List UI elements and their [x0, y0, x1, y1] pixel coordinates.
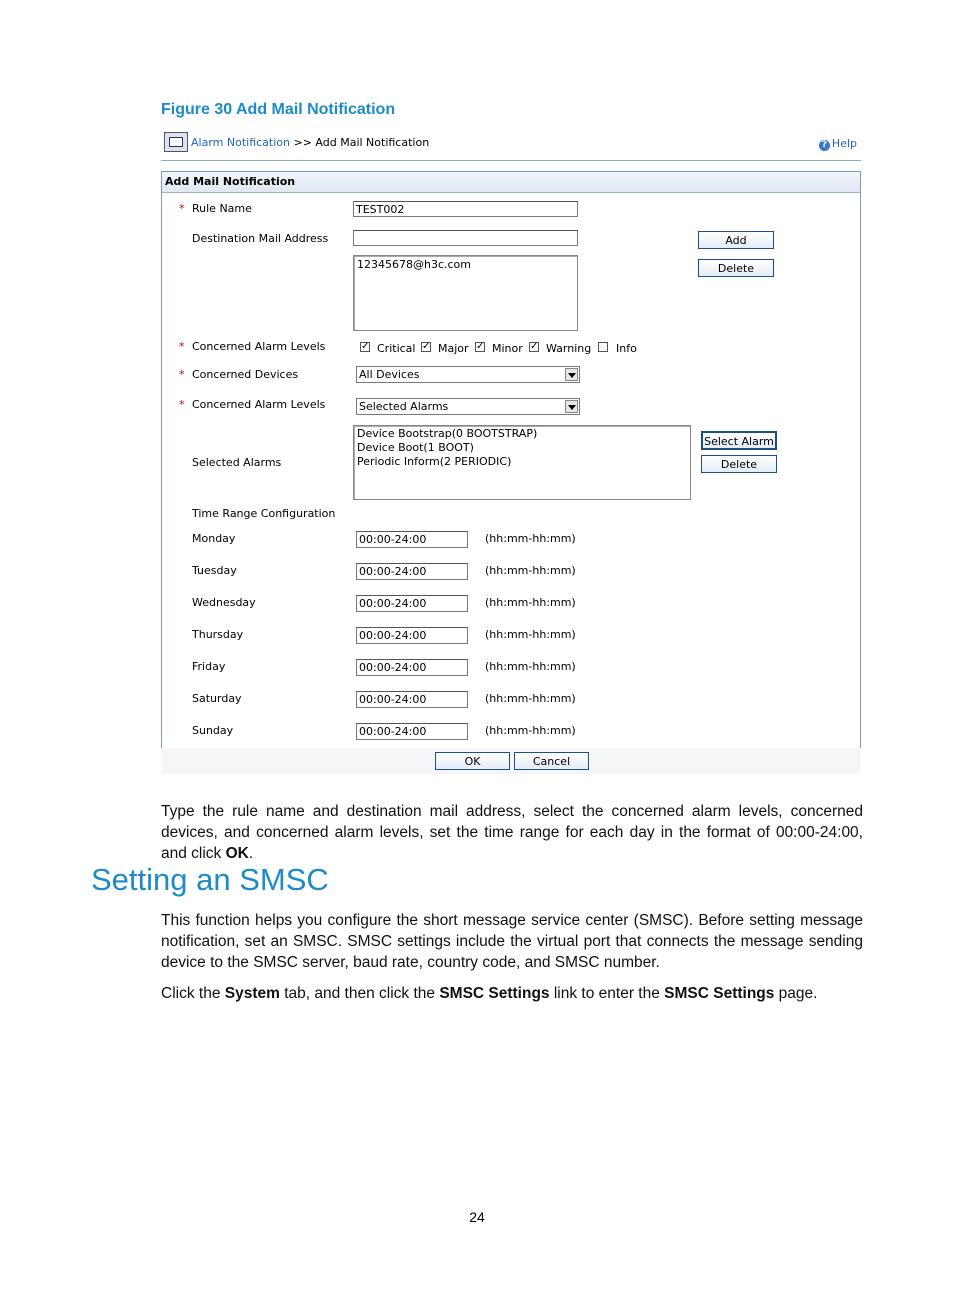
screenshot-panel: [161, 126, 861, 776]
breadcrumb-link-alarm-notification[interactable]: Alarm Notification: [191, 136, 290, 149]
concerned-devices-label: Concerned Devices: [192, 368, 299, 381]
mail-address-list[interactable]: [353, 255, 578, 331]
required-mark: *: [179, 368, 185, 381]
day-label-saturday: Saturday: [192, 692, 242, 705]
required-mark: *: [179, 398, 185, 411]
breadcrumb: [191, 136, 429, 149]
selected-alarms-label: Selected Alarms: [192, 456, 282, 469]
alarm-item[interactable]: Device Boot(1 BOOT): [357, 441, 474, 454]
nav-text-1: Click the: [161, 985, 225, 1002]
time-format-hint: (hh:mm-hh:mm): [485, 564, 576, 577]
checkbox-warning-label: Warning: [546, 342, 592, 355]
time-format-hint: (hh:mm-hh:mm): [485, 724, 576, 737]
time-input-sunday[interactable]: 00:00-24:00: [356, 723, 468, 740]
checkbox-critical[interactable]: ✓: [361, 341, 370, 352]
breadcrumb-current: Add Mail Notification: [315, 136, 430, 149]
time-format-hint: (hh:mm-hh:mm): [485, 596, 576, 609]
time-format-hint: (hh:mm-hh:mm): [485, 628, 576, 641]
delete-alarm-button[interactable]: Delete: [701, 455, 777, 473]
concerned-alarm-levels-label: Concerned Alarm Levels: [192, 398, 326, 411]
breadcrumb-bar: [161, 126, 861, 161]
figure-caption: Figure 30 Add Mail Notification: [161, 101, 396, 118]
checkbox-major[interactable]: ✓: [422, 341, 431, 352]
day-label-friday: Friday: [192, 660, 226, 673]
monitor-icon: [164, 132, 188, 152]
ok-button[interactable]: OK: [435, 752, 510, 770]
smsc-navigation-paragraph: [161, 983, 863, 1004]
time-input-monday[interactable]: 00:00-24:00: [356, 531, 468, 548]
checkbox-major-label: Major: [438, 342, 469, 355]
help-label: Help: [831, 137, 857, 150]
checkbox-minor[interactable]: ✓: [476, 341, 485, 352]
instruction-text: Type the rule name and destination mail address, select the concerned alarm levels, concerned devices, and concerned alarm levels, set the time range for each day in the format of 00:00-24:00, and click: [161, 803, 863, 862]
nav-text-2: tab, and then click the: [279, 985, 440, 1002]
time-input-wednesday[interactable]: 00:00-24:00: [356, 595, 468, 612]
page-number: 24: [469, 1209, 485, 1225]
form-title: Add Mail Notification: [162, 172, 860, 193]
cancel-button[interactable]: Cancel: [514, 752, 589, 770]
mail-address-item[interactable]: 12345678@h3c.com: [357, 258, 471, 271]
checkbox-info[interactable]: [598, 342, 608, 352]
concerned-alarm-levels-value: Selected Alarms: [359, 400, 449, 413]
checkbox-warning[interactable]: ✓: [530, 341, 539, 352]
nav-text-3: link to enter the: [549, 985, 665, 1002]
chevron-down-icon[interactable]: [565, 368, 578, 381]
checkbox-critical-label: Critical: [377, 342, 416, 355]
select-alarm-button[interactable]: Select Alarm: [701, 431, 777, 450]
concerned-devices-value: All Devices: [359, 368, 420, 381]
time-input-friday[interactable]: 00:00-24:00: [356, 659, 468, 676]
rule-name-input[interactable]: TEST002: [353, 201, 578, 217]
rule-name-label: Rule Name: [192, 202, 252, 215]
day-label-thursday: Thursday: [192, 628, 244, 641]
time-range-label: Time Range Configuration: [192, 507, 336, 520]
time-format-hint: (hh:mm-hh:mm): [485, 692, 576, 705]
required-mark: *: [179, 202, 185, 215]
nav-bold-smsc-settings-link: SMSC Settings: [439, 985, 550, 1002]
chevron-down-icon[interactable]: [565, 400, 578, 413]
time-input-thursday[interactable]: 00:00-24:00: [356, 627, 468, 644]
add-mail-notification-form: [161, 171, 861, 749]
add-mail-button[interactable]: Add: [698, 231, 774, 249]
selected-alarms-list[interactable]: [353, 425, 691, 500]
help-link[interactable]: [819, 137, 857, 151]
alarm-levels-label: Concerned Alarm Levels: [192, 340, 326, 353]
concerned-devices-select[interactable]: [356, 366, 580, 383]
form-actions: [161, 748, 861, 774]
alarm-item[interactable]: Periodic Inform(2 PERIODIC): [357, 455, 512, 468]
instruction-end: .: [248, 845, 254, 862]
section-heading: Setting an SMSC: [91, 862, 329, 897]
time-format-hint: (hh:mm-hh:mm): [485, 660, 576, 673]
time-format-hint: (hh:mm-hh:mm): [485, 532, 576, 545]
day-label-sunday: Sunday: [192, 724, 234, 737]
day-label-monday: Monday: [192, 532, 236, 545]
breadcrumb-separator: >>: [293, 136, 312, 149]
destination-mail-label: Destination Mail Address: [192, 232, 329, 245]
help-icon: ?: [819, 140, 830, 151]
day-label-wednesday: Wednesday: [192, 596, 256, 609]
checkbox-minor-label: Minor: [492, 342, 523, 355]
instruction-bold-ok: OK: [225, 845, 249, 862]
nav-text-4: page.: [774, 985, 818, 1002]
instruction-paragraph: [161, 801, 863, 864]
required-mark: *: [179, 340, 185, 353]
checkbox-info-label: Info: [616, 342, 637, 355]
destination-mail-input[interactable]: [353, 230, 578, 246]
time-input-tuesday[interactable]: 00:00-24:00: [356, 563, 468, 580]
smsc-description: This function helps you configure the short message service center (SMSC). Before setting message notification, set an SMSC. SMSC settings include the virtual port that connects the message sending device to the SMSC server, baud rate, country code, and SMSC number.: [161, 912, 863, 971]
nav-bold-smsc-settings-page: SMSC Settings: [664, 985, 775, 1002]
time-input-saturday[interactable]: 00:00-24:00: [356, 691, 468, 708]
alarm-item[interactable]: Device Bootstrap(0 BOOTSTRAP): [357, 427, 538, 440]
delete-mail-button[interactable]: Delete: [698, 259, 774, 277]
concerned-alarm-levels-select[interactable]: [356, 398, 580, 415]
day-label-tuesday: Tuesday: [192, 564, 237, 577]
nav-bold-system: System: [224, 985, 280, 1002]
